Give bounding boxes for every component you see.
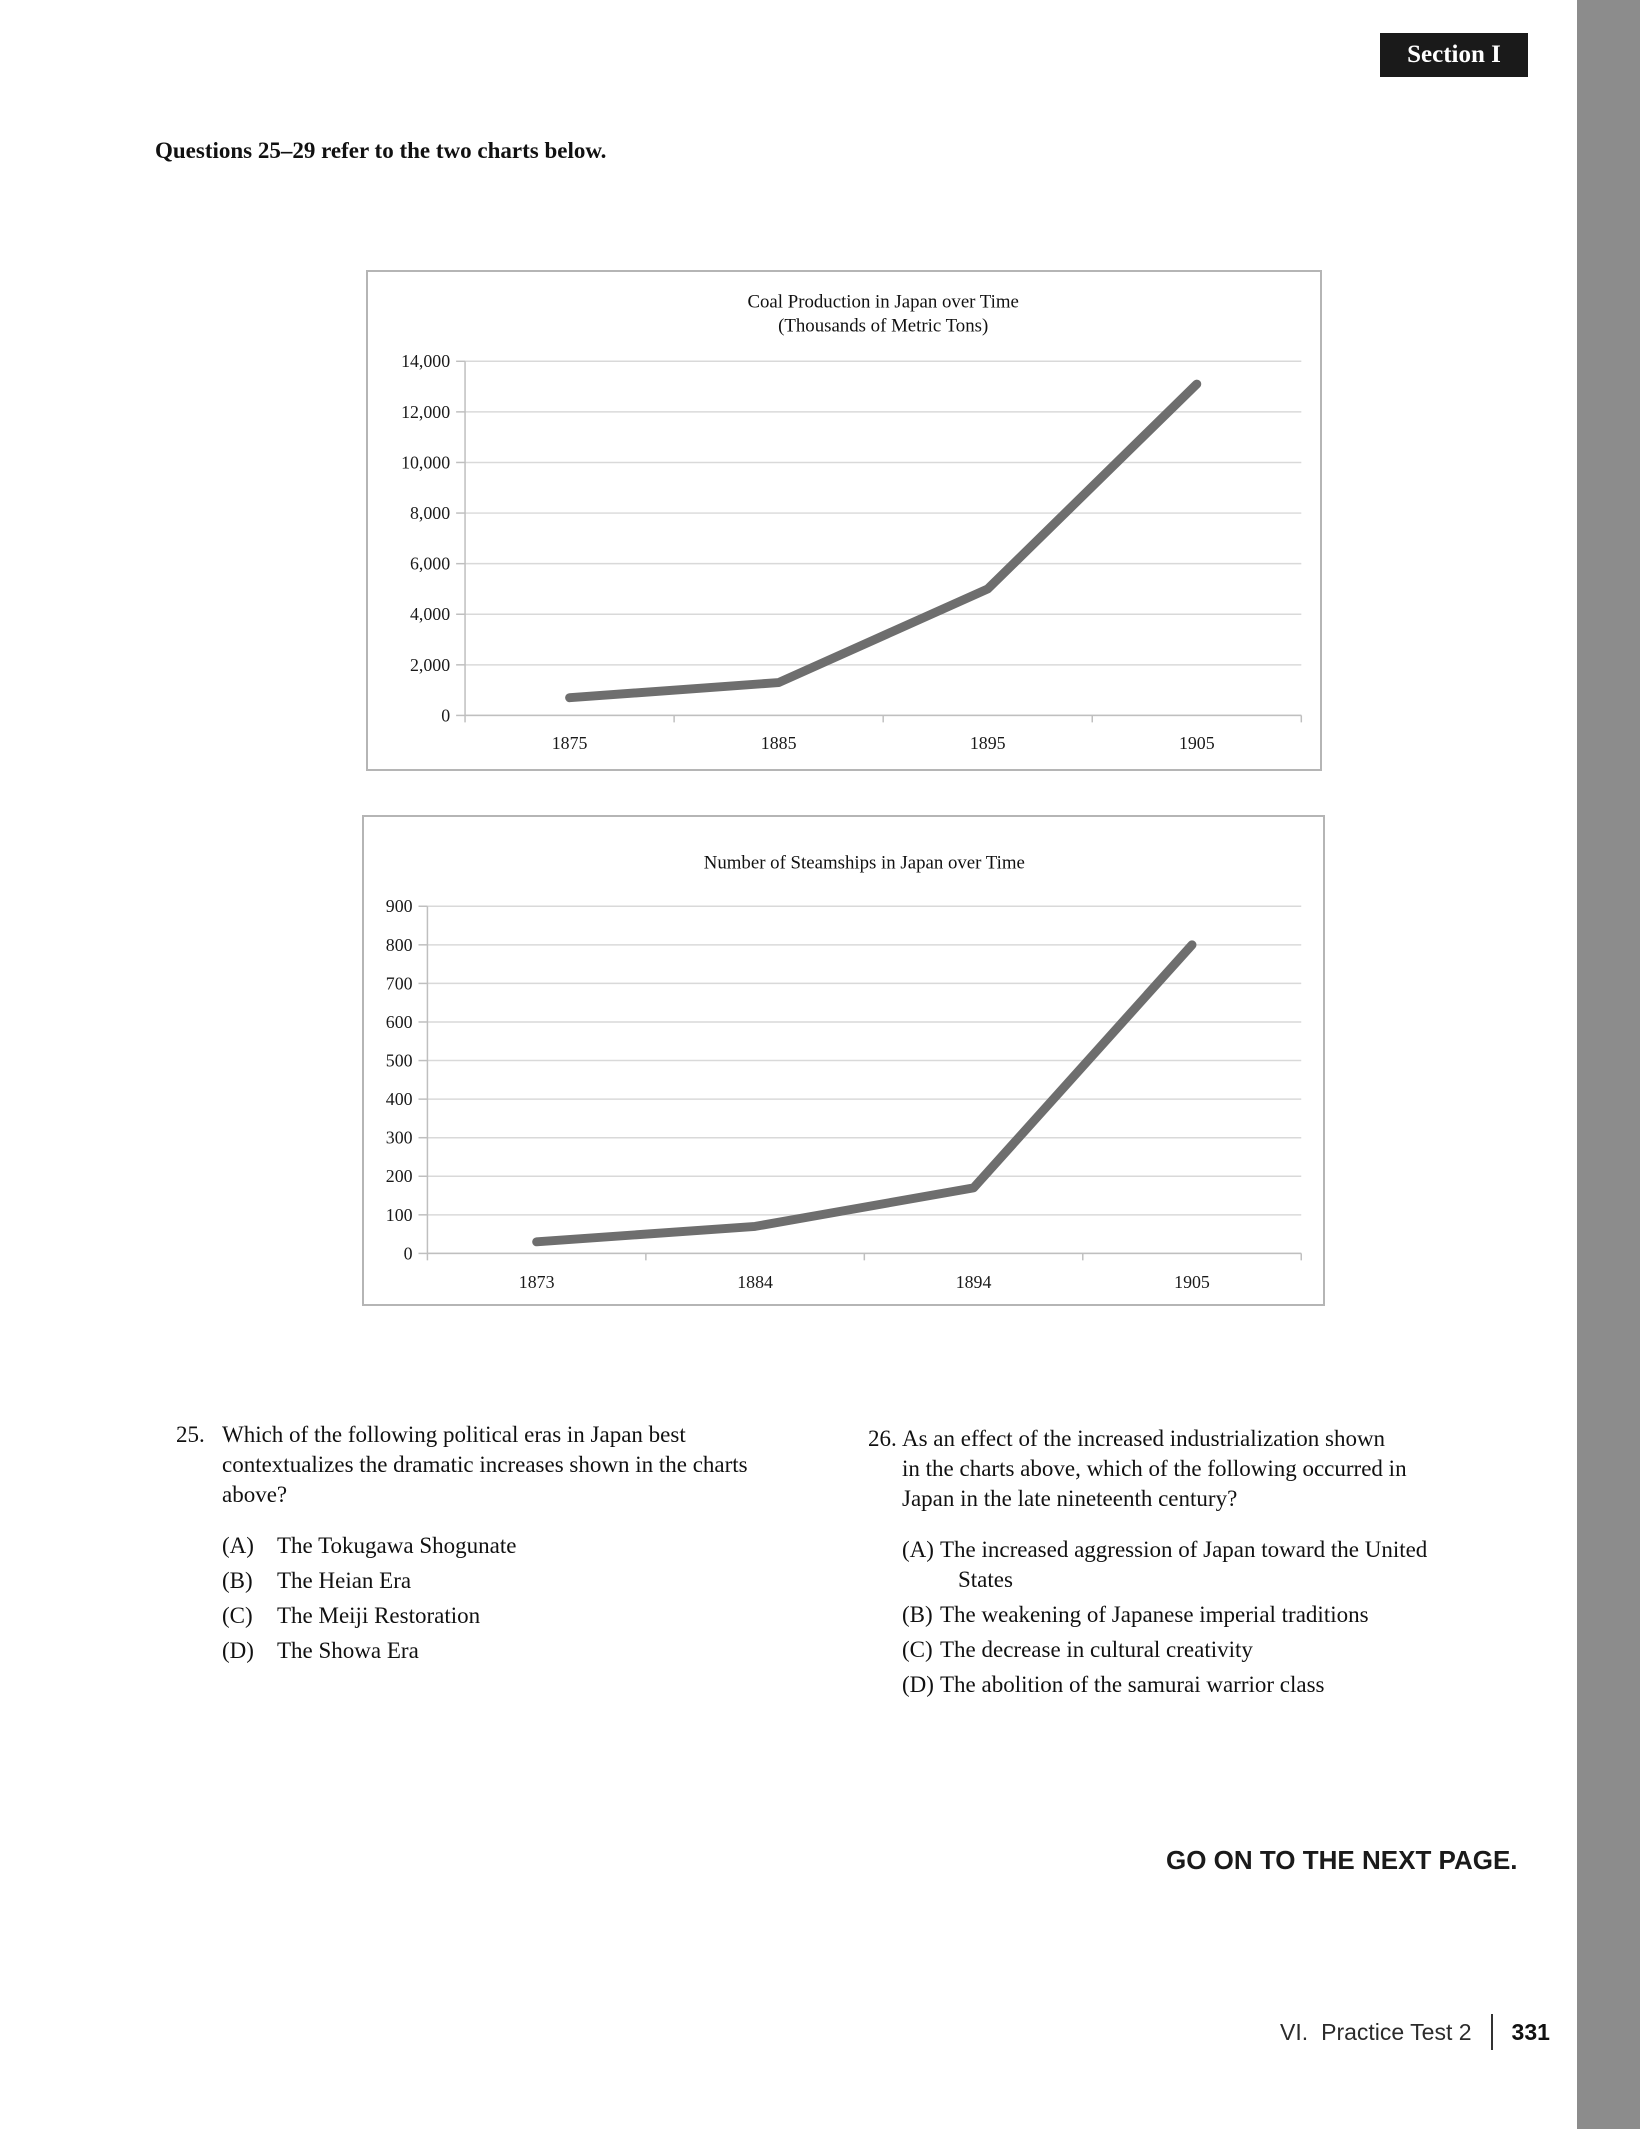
option-25-c (222, 1601, 848, 1631)
stem-line: contextualizes the dramatic increases shown in the charts (222, 1452, 748, 1477)
stem-line: in the charts above, which of the following occurred in (902, 1456, 1407, 1481)
option-text: The abolition of the samurai warrior class (940, 1672, 1325, 1697)
stem-line: Japan in the late nineteenth century? (902, 1486, 1238, 1511)
option-26-c (902, 1635, 1516, 1665)
option-letter: (C) (222, 1603, 253, 1628)
svg-text:12,000: 12,000 (401, 401, 451, 422)
option-letter: (A) (222, 1533, 254, 1558)
option-letter: (D) (222, 1638, 254, 1663)
question-25-stem (222, 1420, 848, 1510)
question-25-options (222, 1531, 848, 1666)
svg-text:1875: 1875 (551, 733, 588, 754)
option-text: The Tokugawa Shogunate (277, 1533, 517, 1558)
steamships-chart (362, 815, 1325, 1306)
svg-text:1895: 1895 (969, 733, 1006, 754)
section-badge (1380, 33, 1528, 77)
footer-section-label: VI. (1280, 2018, 1309, 2045)
option-26-a (902, 1535, 1516, 1595)
option-25-d (222, 1636, 848, 1666)
question-25-number: 25. (176, 1422, 205, 1447)
svg-text:1873: 1873 (518, 1272, 555, 1293)
option-text: The weakening of Japanese imperial traditions (940, 1602, 1369, 1627)
coal-production-chart-svg (368, 272, 1320, 769)
svg-text:Number of Steamships in Japan: Number of Steamships in Japan over Time (703, 852, 1025, 874)
footer-page-number: 331 (1511, 2018, 1550, 2045)
svg-text:200: 200 (385, 1166, 413, 1187)
svg-text:600: 600 (385, 1011, 413, 1032)
option-26-d (902, 1670, 1516, 1700)
footer-title: Practice Test 2 (1321, 2018, 1472, 2045)
svg-text:(Thousands of Metric Tons): (Thousands of Metric Tons) (778, 315, 989, 337)
questions-instruction: Questions 25–29 refer to the two charts below. (155, 138, 607, 163)
svg-text:1905: 1905 (1174, 1272, 1210, 1293)
option-text: The decrease in cultural creativity (940, 1637, 1253, 1662)
svg-text:1894: 1894 (955, 1272, 992, 1293)
svg-text:900: 900 (385, 896, 413, 917)
svg-text:300: 300 (385, 1127, 413, 1148)
svg-text:700: 700 (385, 973, 413, 994)
svg-text:500: 500 (385, 1050, 413, 1071)
stem-line: As an effect of the increased industrialization shown (902, 1426, 1386, 1451)
svg-text:0: 0 (403, 1243, 413, 1264)
svg-text:4,000: 4,000 (410, 604, 451, 625)
question-26-stem (902, 1424, 1516, 1514)
svg-text:1885: 1885 (760, 733, 797, 754)
svg-text:10,000: 10,000 (401, 452, 451, 473)
svg-text:Coal Production in Japan over: Coal Production in Japan over Time (747, 291, 1019, 313)
question-26 (868, 1424, 1516, 1705)
option-text: The Showa Era (277, 1638, 419, 1663)
option-letter: (A) (902, 1537, 934, 1562)
option-25-b (222, 1566, 848, 1596)
question-25 (176, 1420, 848, 1671)
svg-text:800: 800 (385, 934, 413, 955)
option-26-b (902, 1600, 1516, 1630)
svg-text:8,000: 8,000 (410, 503, 451, 524)
option-text: The Heian Era (277, 1568, 412, 1593)
question-26-number: 26. (868, 1426, 897, 1451)
option-letter: (B) (902, 1602, 933, 1627)
go-on-notice: GO ON TO THE NEXT PAGE. (1166, 1845, 1518, 1875)
stem-line: Which of the following political eras in Japan best (222, 1422, 686, 1447)
svg-text:400: 400 (385, 1089, 413, 1110)
option-text: The increased aggression of Japan toward the United States (940, 1537, 1428, 1592)
option-letter: (D) (902, 1672, 934, 1697)
svg-text:14,000: 14,000 (401, 351, 451, 372)
stem-line: above? (222, 1482, 288, 1507)
svg-text:100: 100 (385, 1204, 413, 1225)
footer-divider (1491, 2014, 1493, 2050)
svg-text:1905: 1905 (1178, 733, 1215, 754)
option-text: The Meiji Restoration (277, 1603, 481, 1628)
option-25-a (222, 1531, 848, 1561)
section-badge-label: Section I (1407, 41, 1501, 68)
svg-text:6,000: 6,000 (410, 553, 451, 574)
svg-text:1884: 1884 (737, 1272, 773, 1293)
svg-text:2,000: 2,000 (410, 654, 451, 675)
page-footer (1280, 2014, 1550, 2050)
option-letter: (B) (222, 1568, 253, 1593)
question-26-options (902, 1535, 1516, 1700)
page-edge-bar (1577, 0, 1640, 2129)
option-letter: (C) (902, 1637, 933, 1662)
coal-production-chart (366, 270, 1322, 771)
svg-text:0: 0 (441, 705, 451, 726)
steamships-chart-svg (364, 817, 1323, 1304)
